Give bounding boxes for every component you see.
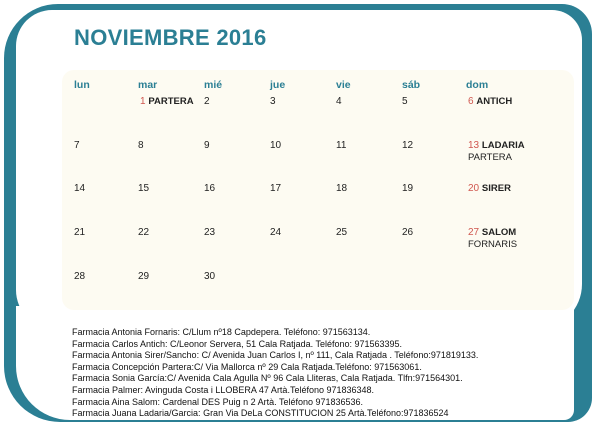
weekday-header: sáb [402, 79, 421, 91]
day-cell[interactable] [270, 183, 281, 195]
day-number: 14 [74, 183, 86, 194]
day-number: 12 [402, 140, 414, 151]
day-cell[interactable] [204, 140, 210, 152]
weekday-header: lun [74, 79, 90, 91]
day-cell[interactable] [140, 96, 194, 108]
day-cell[interactable] [336, 96, 342, 108]
day-number: 11 [336, 140, 347, 151]
day-cell[interactable] [402, 183, 413, 195]
duty-pharmacy-label: LADARIA [481, 140, 525, 151]
weekday-header: vie [336, 79, 351, 91]
day-number: 8 [138, 140, 144, 151]
day-number: 15 [138, 183, 150, 194]
pharmacy-note: Farmacia Concepción Partera:C/ Via Mallorca nº 29 Cala Ratjada.Teléfono: 971563061. [72, 361, 422, 372]
day-number: 20 [468, 183, 480, 194]
day-number: 23 [204, 227, 216, 238]
day-cell[interactable] [336, 183, 347, 195]
day-number: 21 [74, 227, 86, 238]
pharmacy-note: Farmacia Antonia Fornaris: C/Llum nº18 Capdepera. Teléfono: 971563134. [72, 327, 371, 337]
day-cell[interactable] [270, 96, 276, 108]
weekday-header: dom [466, 79, 489, 91]
day-number: 3 [270, 96, 276, 107]
pharmacy-note: Farmacia Juana Ladaria/Garcia: Gran Via DeLa CONSTITUCION 25 Artà.Teléfono:971836524 [72, 408, 449, 419]
day-cell[interactable] [74, 183, 85, 195]
day-cell[interactable] [138, 140, 144, 152]
day-cell[interactable] [204, 183, 215, 195]
day-number: 22 [138, 227, 150, 238]
day-cell[interactable] [270, 140, 281, 152]
day-number: 27 [468, 227, 480, 238]
duty-pharmacy-label: SIRER [481, 183, 511, 194]
pharmacy-list [72, 327, 592, 420]
day-cell[interactable] [74, 227, 85, 239]
day-cell[interactable] [138, 271, 149, 283]
duty-pharmacy-label: ANTICH [476, 96, 513, 107]
pharmacy-note: Farmacia Sonia García:C/ Avenida Cala Agulla Nº 96 Cala Lliteras, Cala Ratjada. Tlfn:971564301. [72, 373, 463, 384]
day-cell[interactable] [74, 140, 80, 152]
pharmacy-note: Farmacia Carlos Antich: C/Leonor Servera, 51 Cala Ratjada. Teléfono: 971563395. [72, 338, 403, 349]
day-number: 16 [204, 183, 216, 194]
day-cell[interactable] [468, 227, 517, 251]
day-cell[interactable] [468, 183, 511, 195]
day-number: 1 [140, 96, 146, 107]
day-number: 5 [402, 96, 408, 107]
day-number: 26 [402, 227, 414, 238]
day-cell[interactable] [402, 96, 408, 108]
day-number: 6 [468, 96, 474, 107]
day-cell[interactable] [336, 227, 347, 239]
day-number: 25 [336, 227, 348, 238]
day-number: 29 [138, 271, 150, 282]
day-number: 7 [74, 140, 80, 151]
day-number: 10 [270, 140, 282, 151]
day-number: 4 [336, 96, 342, 107]
day-number: 2 [204, 96, 210, 107]
day-cell[interactable] [402, 227, 413, 239]
day-number: 19 [402, 183, 414, 194]
day-cell[interactable] [204, 271, 215, 283]
day-cell[interactable] [270, 227, 281, 239]
pharmacy-note: Farmacia Antonia Sirer/Sancho: C/ Avenida Juan Carlos I, nº 111, Cala Ratjada . Teléfono:971819133. [72, 350, 479, 361]
day-number: 17 [270, 183, 282, 194]
weekday-header: jue [270, 79, 286, 91]
day-number: 30 [204, 271, 216, 282]
day-cell[interactable] [204, 227, 215, 239]
month-title: NOVIEMBRE 2016 [74, 25, 267, 50]
day-cell[interactable] [138, 227, 149, 239]
day-cell[interactable] [468, 140, 525, 164]
day-number: 28 [74, 271, 86, 282]
day-cell[interactable] [204, 96, 210, 108]
pharmacy-note: Farmacia Palmer: Avinguda Costa i LLOBERA 47 Artà.Teléfono 971836348. [72, 384, 375, 395]
day-cell[interactable] [74, 271, 85, 283]
day-cell[interactable] [402, 140, 413, 152]
duty-pharmacy-label: PARTERA [148, 96, 194, 107]
day-cell[interactable] [468, 96, 512, 108]
day-cell[interactable] [138, 183, 149, 195]
day-cell[interactable] [336, 140, 346, 152]
weekday-header: mié [204, 79, 223, 91]
second-pharmacy-label: PARTERA [468, 152, 512, 163]
day-number: 18 [336, 183, 348, 194]
duty-pharmacy-label: SALOM [481, 227, 517, 238]
day-number: 13 [468, 140, 480, 151]
second-pharmacy-label: FORNARIS [468, 239, 518, 250]
weekday-header: mar [138, 79, 158, 91]
day-number: 9 [204, 140, 210, 151]
pharmacy-note: Farmacia Aina Salom: Cardenal DES Puig n 2 Artà. Teléfono 971836536. [72, 396, 364, 407]
day-number: 24 [270, 227, 282, 238]
